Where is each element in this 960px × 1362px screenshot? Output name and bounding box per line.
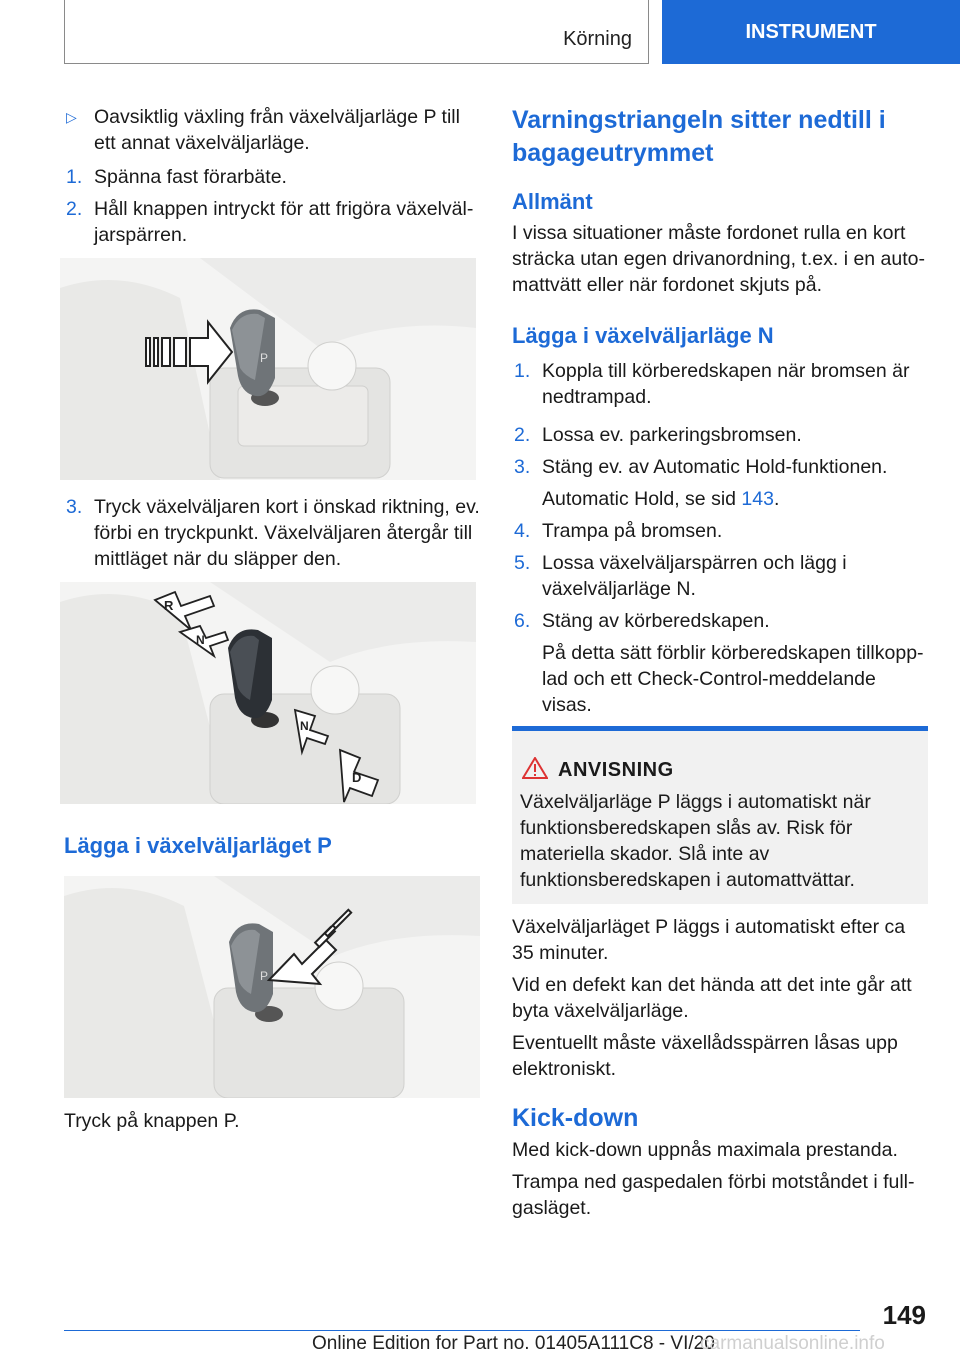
header-box (64, 0, 649, 64)
footer-edition: Online Edition for Part no. 01405A111C8 - VI/20 (312, 1333, 715, 1354)
caption-park: Tryck på knappen P. (64, 1110, 240, 1132)
list-item: 3. Stäng ev. av Automatic Hold-funktionen. (514, 456, 888, 478)
general-section: Allmänt I vissa situationer måste fordonet rulla en kort sträcka utan egen drivanordning, t.ex. i en automattvätt eller när fordonet skjuts på. (512, 189, 926, 296)
list-item: 1. Spänna fast förarbäte. (66, 166, 287, 188)
list-item: 6. Stäng av körberedskapen. (514, 610, 770, 632)
footer-divider (64, 1330, 860, 1331)
right-title: Varningstriangeln sitter nedtill i bagageutrymmet (512, 106, 886, 167)
svg-text:P: P (260, 969, 269, 983)
figure-gear-shift-directions (60, 582, 476, 804)
neutral-section: Lägga i växelväljarläge N 1. Koppla till körberedskapen när bromsen är nedtrampad. 2. Lossa ev. parkeringsbromsen. 3. Stäng ev. av Automatic Hold-funktionen. Automatic Hold, se sid 143. 4. Trampa på bromsen. 5. Lossa växelväljarspärren och lägg i växelväljarläge N. 6. Stäng av körberedskapen. På detta sätt förblir körberedskapen tillkopplad och ett Check-Control-meddelande visas. (512, 322, 928, 750)
list-item: 3. Tryck växelväljaren kort i önskad riktning, ev. förbi en tryckpunkt. Växelväljaren återgår till mittläget när du släpper den. (66, 496, 480, 570)
page-link[interactable]: 143 (741, 488, 774, 510)
warning-triangle-icon (522, 757, 548, 779)
page-number: 149 (882, 1300, 926, 1330)
kickdown-section: Kick-down Med kick-down uppnås maximala prestanda. Trampa ned gaspedalen förbi motståndet i fullgasläget. (512, 1104, 915, 1219)
triangle-bullet-icon: ▷ (66, 109, 77, 125)
list-item: 2. Lossa ev. parkeringsbromsen. (514, 424, 802, 446)
list-item: 4. Trampa på bromsen. (514, 520, 723, 542)
header-chapter: Körning (563, 28, 632, 50)
figure-park-button (64, 876, 480, 1098)
notice-title: ANVISNING (558, 759, 674, 781)
notice-text: Växelväljarläge P läggs i automatiskt när funktionsberedskapen slås av. Risk för materiella skador. Slå inte av funktionsberedskapen i automattvättar. (520, 791, 871, 891)
step-3 (64, 494, 480, 572)
list-item: 1. Koppla till körberedskapen när bromsen är nedtrampad. (514, 360, 910, 408)
cross-reference: Automatic Hold, se sid 143. (542, 488, 780, 510)
steps-list-a (64, 164, 480, 248)
footer-watermark: carmanualsonline.info (700, 1333, 885, 1354)
heading-park: Lägga i växelväljarläget P (64, 833, 332, 858)
step-6-note: På detta sätt förblir körberedskapen tillkopplad och ett Check-Control-meddelande visas. (542, 642, 924, 716)
svg-text:N: N (196, 633, 205, 647)
svg-text:R: R (164, 598, 174, 613)
intro-item: ▷ Oavsiktlig växling från växelväljarläge P till ett annat växelväljarläge. (66, 106, 460, 154)
svg-text:N: N (300, 719, 309, 733)
svg-text:D: D (352, 770, 362, 785)
figure-gear-selector-unlock (60, 258, 476, 480)
list-item: 2. Håll knappen intryckt för att frigöra växelväljarspärren. (66, 198, 474, 246)
notice-box (512, 726, 928, 904)
after-note-paragraphs: Växelväljarläget P läggs i automatiskt efter ca 35 minuter. Vid en defekt kan det hända att det inte går att byta växelväljarläge. Eventuellt måste växellådsspärren låsas upp elektroniskt. (512, 916, 912, 1080)
header-section-tab: INSTRUMENT (662, 0, 960, 64)
list-item: 5. Lossa växelväljarspärren och lägg i växelväljarläge N. (514, 552, 847, 600)
svg-text:P: P (260, 351, 269, 365)
